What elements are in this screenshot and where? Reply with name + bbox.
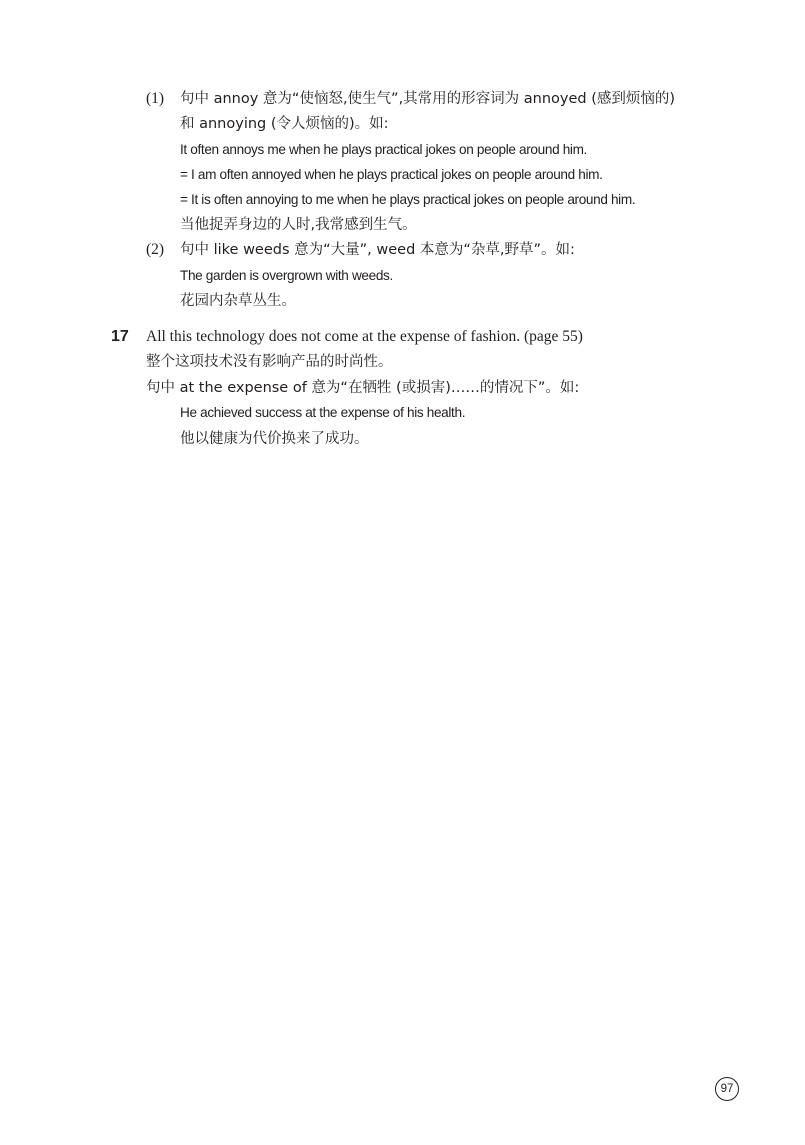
note-2-translation: 花园内杂草丛生。 (180, 293, 296, 309)
note-1-line-1: 句中 annoy 意为“使恼怒,使生气”,其常用的形容词为 annoyed (感到烦恼的) (180, 91, 676, 107)
item-17-sentence: All this technology does not come at the expense of fashion. (page 55) (146, 328, 583, 345)
note-1-example-3: = It is often annoying to me when he plays practical jokes on people around him. (180, 192, 636, 207)
item-17-explanation: 句中 at the expense of 意为“在牺牲 (或损害)……的情况下”。如: (146, 380, 580, 396)
note-2-line-1: 句中 like weeds 意为“大量”, weed 本意为“杂草,野草”。如: (180, 242, 575, 258)
note-2-example: The garden is overgrown with weeds. (180, 268, 393, 283)
item-17-sentence-translation: 整个这项技术没有影响产品的时尚性。 (146, 354, 393, 370)
note-2-label: (2) (146, 241, 165, 258)
note-1-example-1: It often annoys me when he plays practical jokes on people around him. (180, 142, 587, 157)
item-17-translation: 他以健康为代价换来了成功。 (180, 431, 369, 447)
item-17-example: He achieved success at the expense of his health. (180, 405, 466, 420)
note-1-translation: 当他捉弄身边的人时,我常感到生气。 (180, 217, 417, 233)
note-1-line-2: 和 annoying (令人烦恼的)。如: (180, 116, 389, 132)
item-number-17: 17 (111, 328, 129, 345)
page-number: 97 (715, 1077, 739, 1101)
note-1-example-2: = I am often annoyed when he plays practical jokes on people around him. (180, 167, 603, 182)
note-1-label: (1) (146, 90, 165, 107)
